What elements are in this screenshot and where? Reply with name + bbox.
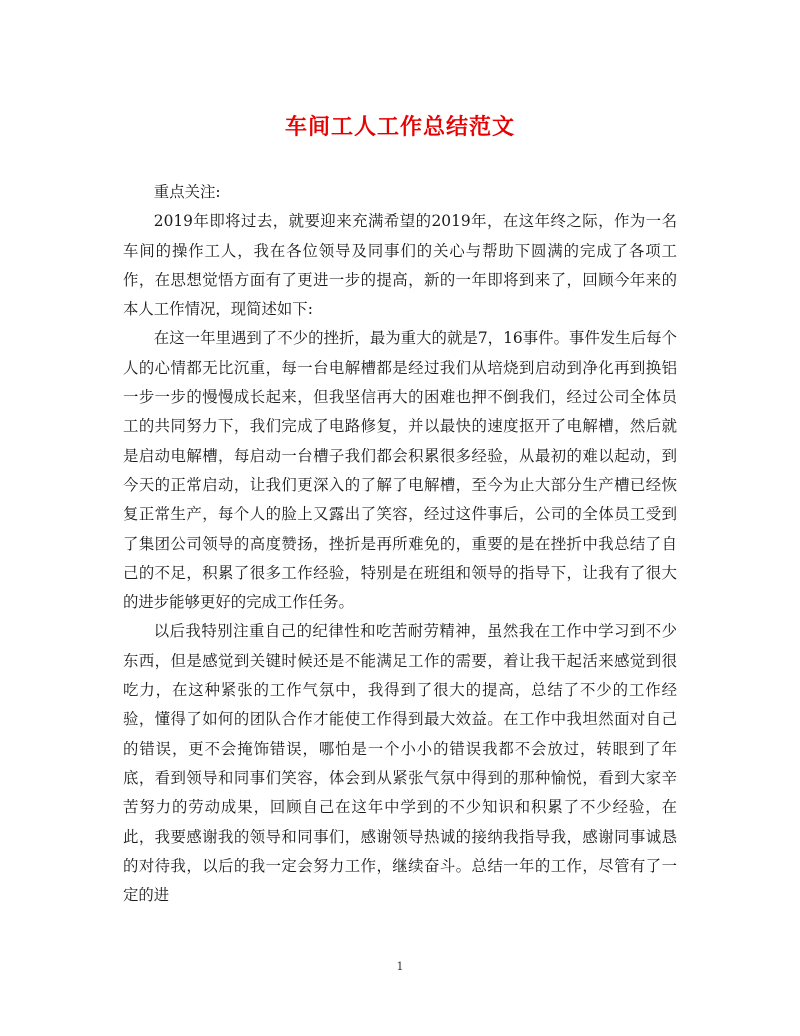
- page-number: 1: [396, 960, 404, 973]
- paragraph-discipline: 以后我特别注重自己的纪律性和吃苦耐劳精神，虽然我在工作中学习到不少东西，但是感觉到关键时候还是不能满足工作的需要，着让我干起活来感觉到很吃力，在这种紧张的工作气氛中，我得到了很大的提高，总结了不少的工作经验，懂得了如何的团队合作才能使工作得到最大效益。在工作中我坦然面对自己的错误，更不会掩饰错误，哪怕是一个小小的错误我都不会放过，转眼到了年底，看到领导和同事们笑容，体会到从紧张气氛中得到的那种愉悦，看到大家辛苦努力的劳动成果，回顾自己在这年中学到的不少知识和积累了不少经验，在此，我要感谢我的领导和同事们，感谢领导热诚的接纳我指导我，感谢同事诚恳的对待我，以后的我一定会努力工作，继续奋斗。总结一年的工作，尽管有了一定的进: [123, 622, 677, 905]
- paragraph-setbacks: 在这一年里遇到了不少的挫折，最为重大的就是7，16事件。事件发生后每个人的心情都无比沉重，每一台电解槽都是经过我们从培烧到启动到净化再到换铝一步一步的慢慢成长起来，但我坚信再大的困难也押不倒我们，经过公司全体员工的共同努力下，我们完成了电路修复，并以最快的速度抠开了电解槽，然后就是启动电解槽，每启动一台槽子我们都会积累很多经验，从最初的难以起动，到今天的正常启动，让我们更深入的了解了电解槽，至今为止大部分生产槽已经恢复正常生产，每个人的脸上又露出了笑容，经过这件事后，公司的全体员工受到了集团公司领导的高度赞扬，挫折是再所难免的，重要的是在挫折中我总结了自己的不足，积累了很多工作经验，特别是在班组和领导的指导下，让我有了很大的进步能够更好的完成工作任务。: [123, 329, 677, 612]
- paragraph-intro: 2019年即将过去，就要迎来充满希望的2019年，在这年终之际，作为一名车间的操作工人，我在各位领导及同事们的关心与帮助下圆满的完成了各项工作，在思想觉悟方面有了更进一步的提高，新的一年即将到来了，回顾今年来的本人工作情况，现简述如下:: [123, 212, 677, 319]
- document-body: [123, 178, 677, 910]
- document-title: 车间工人工作总结范文: [284, 114, 515, 140]
- label-paragraph: 重点关注:: [153, 183, 221, 201]
